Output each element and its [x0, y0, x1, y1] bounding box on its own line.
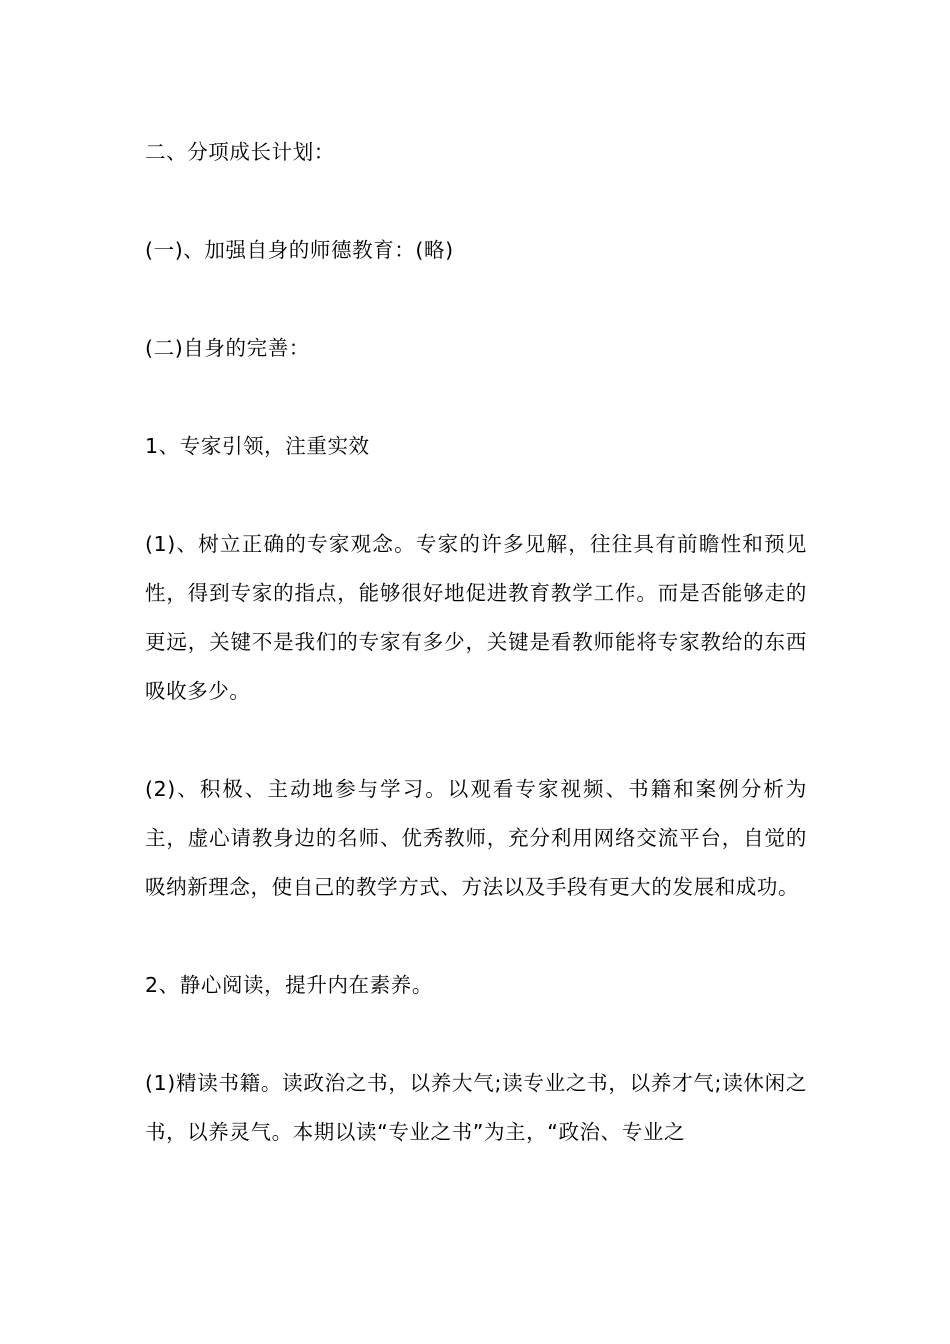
- subsection-heading-ethics: (一)、加强自身的师德教育：(略): [145, 238, 454, 262]
- item-heading-expert-guidance: 1、专家引领，注重实效: [145, 434, 370, 458]
- paragraph-expert-concept: (1)、树立正确的专家观念。专家的许多见解，往往具有前瞻性和预见性，得到专家的指点，能够很好地促进教育教学工作。而是否能够走的更远，关键不是我们的专家有多少，关键是看教师能将专家教给的东西吸收多少。: [145, 532, 807, 703]
- paragraph-active-learning: (2)、积极、主动地参与学习。以观看专家视频、书籍和案例分析为主，虚心请教身边的名师、优秀教师，充分利用网络交流平台，自觉的吸纳新理念，使自己的教学方式、方法以及手段有更大的发展和成功。: [145, 777, 807, 899]
- section-heading: 二、分项成长计划：: [145, 140, 335, 164]
- paragraph-intensive-reading: (1)精读书籍。读政治之书，以养大气;读专业之书，以养才气;读休闲之书，以养灵气。本期以读“专业之书”为主，“政治、专业之: [145, 1071, 807, 1144]
- subsection-heading-self-improvement: (二)自身的完善：: [145, 336, 310, 360]
- document-body: [145, 128, 807, 1157]
- item-heading-reading: 2、静心阅读，提升内在素养。: [145, 973, 433, 997]
